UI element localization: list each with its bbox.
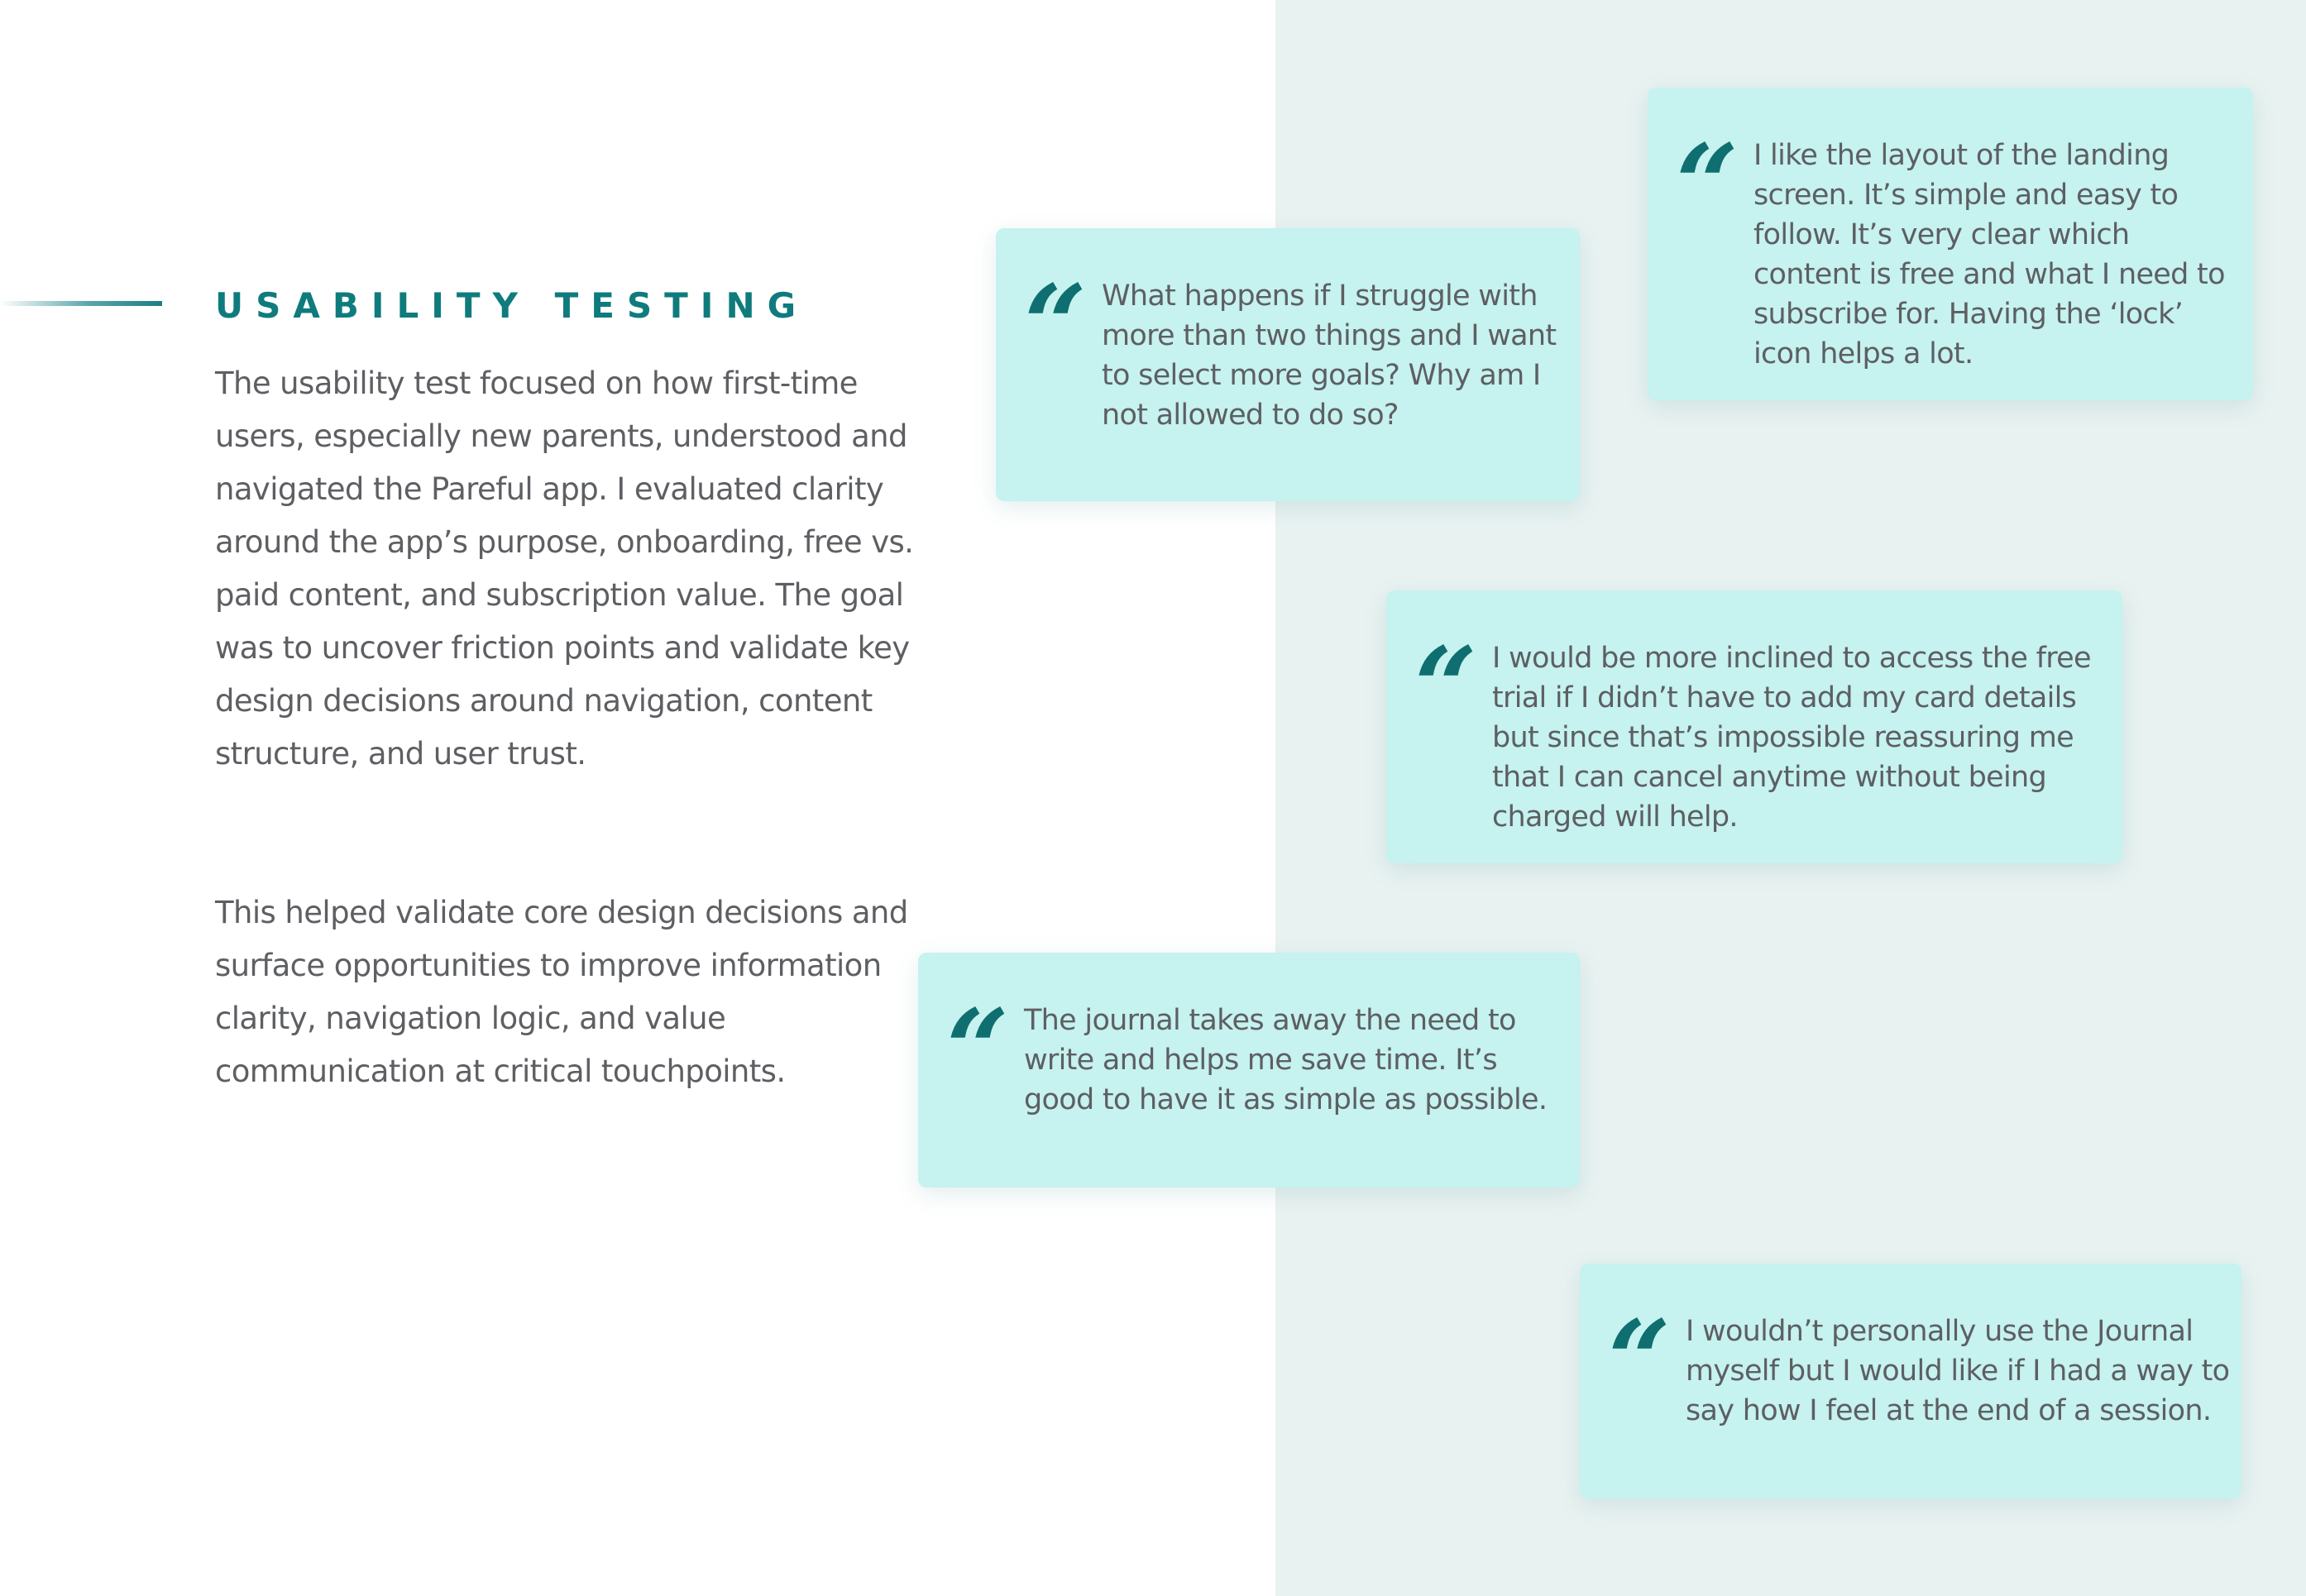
quote-text: I like the layout of the landing screen. It’s simple and easy to follow. It’s very clear which content is free and what I need to subscribe for. Having the ‘lock’ icon helps a lot. [1753,139,2225,370]
intro-paragraph: The usability test focused on how first-time users, especially new parents, understood and navigated the Pareful app. I evaluated clarity around the app’s purpose, onboarding, free vs. paid content, and subscription value. The goal was to uncover friction points and validate key design decisions around navigation, content structure, and user trust. [215,366,914,772]
quote-card-goal-selection [996,228,1580,501]
quote-mark-icon: “ [946,986,998,1114]
quote-text: I would be more inclined to access the free trial if I didn’t have to add my card details but since that’s impossible reassuring me that I can cancel anytime without being charged will help. [1492,642,2091,834]
quote-mark-icon: “ [1414,624,1466,752]
section-accent-line [0,301,162,306]
quote-mark-icon: “ [1024,261,1075,389]
quote-card-journal-time [918,953,1580,1187]
outcome-paragraph: This helped validate core design decisions and surface opportunities to improve information clarity, navigation logic, and value communication at critical touchpoints. [215,895,908,1089]
quote-text: I wouldn’t personally use the Journal myself but I would like if I had a way to say how I feel at the end of a session. [1686,1315,2230,1427]
quote-card-session-feelings [1580,1264,2241,1498]
quote-text: What happens if I struggle with more than two things and I want to select more goals? Why am I not allowed to do so? [1102,280,1557,432]
quote-card-free-trial [1386,590,2122,863]
quote-text: The journal takes away the need to write and helps me save time. It’s good to have it as simple as possible. [1024,1004,1548,1116]
quote-mark-icon: “ [1608,1297,1659,1425]
quote-card-landing-layout [1648,88,2253,400]
quote-mark-icon: “ [1676,121,1727,249]
section-title: USABILITY TESTING [215,285,809,326]
